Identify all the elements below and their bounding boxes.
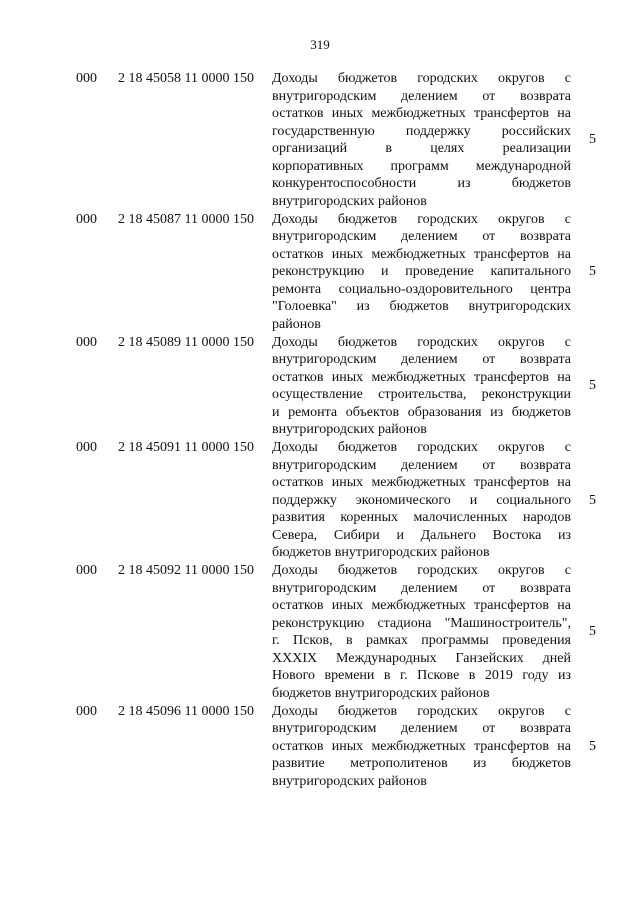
row-value (589, 70, 609, 210)
description-line: поддержку экономического и социального (272, 492, 571, 508)
row-value (589, 211, 609, 334)
description-line: Нового времени в г. Пскове в 2019 году из (272, 668, 571, 683)
description-line: внутригородским делением от возврата (272, 580, 571, 596)
description-line: внутригородским делением от возврата (272, 88, 571, 104)
admin-code: 000 (76, 563, 97, 578)
description-line: внутригородских районов (272, 193, 427, 209)
row-value (589, 703, 609, 791)
description-line: конкурентоспособности из бюджетов (272, 176, 571, 191)
budget-code-table (0, 70, 640, 790)
page-number: 319 (310, 37, 330, 52)
table-row (0, 439, 640, 562)
income-description (272, 334, 571, 439)
description-line: Доходы бюджетов городских округов с (272, 703, 571, 719)
row-value-text: 5 (589, 738, 596, 754)
budget-classification-code: 2 18 45091 11 0000 150 (118, 440, 254, 455)
description-line: г. Псков, в рамках программы проведения (272, 633, 571, 648)
income-description (272, 70, 571, 210)
description-line: остатков иных межбюджетных трансфертов на (272, 475, 571, 490)
row-value-text: 5 (589, 492, 596, 508)
row-value-text: 5 (589, 132, 596, 148)
row-value-text: 5 (589, 378, 596, 394)
description-line: остатков иных межбюджетных трансфертов на (272, 106, 571, 121)
admin-code: 000 (76, 211, 97, 227)
budget-classification-code: 2 18 45096 11 0000 150 (118, 703, 254, 719)
income-description (272, 562, 571, 702)
row-value (589, 562, 609, 702)
row-value-text: 5 (589, 264, 596, 279)
description-line: остатков иных межбюджетных трансфертов на (272, 598, 571, 613)
description-line: развитие метрополитенов из бюджетов (272, 756, 571, 771)
income-description (272, 703, 571, 791)
description-line: остатков иных межбюджетных трансфертов на (272, 246, 571, 262)
description-line: развития коренных малочисленных народов (272, 510, 571, 525)
table-row (0, 211, 640, 334)
description-line: бюджетов внутригородских районов (272, 685, 490, 701)
description-line: Доходы бюджетов городских округов с (272, 211, 571, 227)
description-line: осуществление строительства, реконструкции (272, 387, 571, 402)
description-line: внутригородских районов (272, 422, 427, 437)
description-line: реконструкцию и проведение капитального (272, 264, 571, 279)
income-description (272, 211, 571, 334)
description-line: Доходы бюджетов городских округов с (272, 334, 571, 350)
description-line: внутригородским делением от возврата (272, 721, 571, 736)
description-line: внутригородским делением от возврата (272, 229, 571, 244)
description-line: остатков иных межбюджетных трансфертов на (272, 738, 571, 754)
budget-classification-code: 2 18 45092 11 0000 150 (118, 563, 254, 578)
budget-classification-code: 2 18 45089 11 0000 150 (118, 334, 254, 350)
description-line: районов (272, 316, 321, 332)
description-line: "Голоевка" из бюджетов внутригородских (272, 299, 571, 314)
row-value-text: 5 (589, 624, 596, 640)
description-line: и ремонта объектов образования из бюджетов (272, 404, 571, 420)
budget-classification-code: 2 18 45087 11 0000 150 (118, 211, 254, 227)
description-line: Севера, Сибири и Дальнего Востока из (272, 527, 571, 543)
description-line: внутригородских районов (272, 773, 427, 789)
description-line: внутригородским делением от возврата (272, 352, 571, 367)
description-line: корпоративных программ международной (272, 158, 571, 174)
row-value (589, 334, 609, 439)
description-line: государственную поддержку российских (272, 123, 571, 139)
description-line: Доходы бюджетов городских округов с (272, 440, 571, 455)
description-line: остатков иных межбюджетных трансфертов на (272, 369, 571, 385)
table-row (0, 334, 640, 439)
admin-code: 000 (76, 334, 97, 350)
description-line: организаций в целях реализации (272, 141, 571, 156)
description-line: Доходы бюджетов городских округов с (272, 563, 571, 578)
income-description (272, 439, 571, 562)
description-line: внутригородским делением от возврата (272, 457, 571, 473)
admin-code: 000 (76, 440, 97, 455)
row-value (589, 439, 609, 562)
admin-code: 000 (76, 703, 97, 719)
description-line: бюджетов внутригородских районов (272, 545, 490, 560)
description-line: Доходы бюджетов городских округов с (272, 71, 571, 86)
table-row (0, 703, 640, 791)
table-row (0, 562, 640, 702)
budget-classification-code: 2 18 45058 11 0000 150 (118, 71, 254, 86)
table-row (0, 70, 640, 210)
description-line: реконструкцию стадиона "Машиностроитель", (272, 615, 571, 631)
description-line: XXXIX Международных Ганзейских дней (272, 650, 571, 666)
admin-code: 000 (76, 71, 97, 86)
description-line: ремонта социально-оздоровительного центра (272, 281, 571, 297)
